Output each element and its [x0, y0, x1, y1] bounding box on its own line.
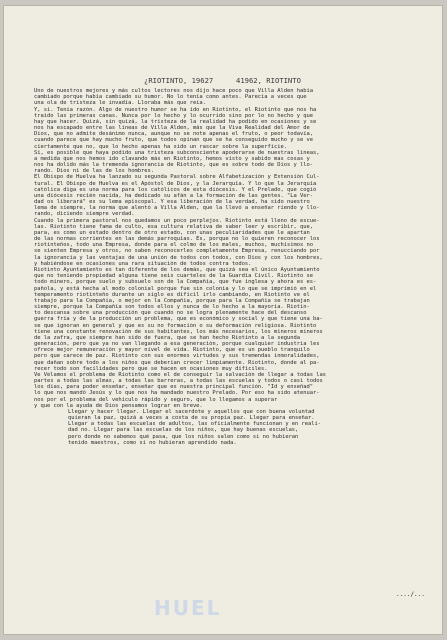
text-line: El Obispo de Huelva ha lanzado su segunda Pastoral sobre Alfabetización y Extensión Cul- — [34, 174, 320, 181]
text-line: a medida que nos hemos ido clavando más en Riotinto, hemos visto y sabido mas cosas y — [34, 155, 310, 162]
text-line: dad no. Llegar para las escuelas de los niños, que hay buenas escuelas, — [68, 427, 299, 434]
paragraph — [34, 88, 420, 174]
text-line: generación, pero que ya no van llegando a esa generación, porque cualquier industria les — [34, 341, 320, 348]
text-line: Llegar y hacer llegar. Llegar el sacerdote y aquellos que con buena voluntad — [68, 408, 315, 415]
text-line: riotinteños, todo una Empresa, donde para el colmo de los males, muchos, muchísimos no — [34, 242, 313, 249]
text-line: las. Riotinto tiene fama de culto, esa cultura relativa de saber leer y escribir, que, — [34, 223, 313, 230]
text-line: cambiado porque había cambiado su humor. No lo tenía como antes. Parecía a veces que — [34, 94, 307, 101]
text-line: to descansa sobre una producción que cuando no se logra plenamente hace del descanso — [34, 310, 307, 317]
paragraph — [34, 267, 420, 372]
text-line: siempre, porque la Compañía son todos ellos y nunca de lo hecho a la mayoría. Riotin- — [34, 304, 310, 311]
text-line: católica diga es una norma para los católicos de esta diócesis. Y el Prelado, que cogió — [34, 186, 317, 193]
text-line: trabajo para la Compañía, o mejor en la Compañía, porque para la Compañía se trabajan — [34, 297, 310, 304]
text-line: pero donde no sabemos qué pasa, que los niños salen como si no hubieran — [68, 433, 299, 440]
text-line: partes a todas las almas, a todas las barreras, a todas las escuelas y todos o casi todos — [34, 378, 323, 385]
page-header — [4, 76, 442, 88]
text-line: la ignorancia y las ventajas de una unión de todos con todos, con Dios y con los hombres, — [34, 254, 323, 261]
text-line: tural. El Obispo de Huelva es el Apóstol de Dios, y la Jerarquía. Y lo que la Jerarquía — [34, 180, 317, 187]
document-page — [4, 6, 442, 634]
text-line: rando. Dios ni de las de los hombres. — [34, 168, 155, 175]
text-line: nos por el problema del vehículo rápido y seguro, que lo llegamos a superar — [34, 396, 278, 403]
text-line: Uno de nuestros mejores y más cultos lectores nos dijo hace poco que Villa Alden había — [34, 88, 313, 94]
text-line: Llegar a todas las escuelas de adultos, las oficialmente funcionan y en reali- — [68, 421, 322, 428]
text-line: Cuando la primera pastoral nos quedamos un poco perplejos. Riotinto está lleno de escue- — [34, 217, 320, 224]
text-line: cuando parece que hay mucho fruto, que todos opinan que se ha conseguido mucho y se ve — [34, 137, 313, 144]
text-line: recer todo son facilidades pero que se hacen en ocasiones muy difíciles. — [34, 365, 268, 372]
text-line: Sí, es posible que haya podido una tristeza subconsciente apoderarse de nuestras líneas, — [34, 149, 320, 156]
header-right-text: 41962, RIOTINTO — [236, 76, 301, 85]
text-line: pero que carece de paz. Riotinto con sus enormes virtudes y sus tremendas inmoralidades, — [34, 353, 320, 360]
continued-mark: ..../... — [396, 591, 425, 598]
text-line: nos ha escapado entre las líneas de Villa Alden, más que la Viva Realidad del Amor de — [34, 125, 310, 132]
paragraph — [34, 174, 420, 217]
text-line: para, es como un estado dentro de otro estado, con unas peculiaridades que le apartan — [34, 229, 310, 236]
text-line: que no teniendo propiedad alguna tiene seis cuarteles de la Guardia Civil. Riotinto se — [34, 273, 313, 280]
text-line: se sienten Empresa y otros, no saben reconocerles completamente Empresa, renucciando por — [34, 248, 320, 255]
text-line: una ola de tristeza le invadía. Lloraba más que reía. — [34, 100, 206, 107]
header-left-text: ¿RIOTINTO, 19627 — [144, 76, 214, 85]
text-line: temperamento riotinteño durante un siglo es difícil irlo cambiando, en Riotinto ve el — [34, 291, 310, 298]
document-body — [34, 88, 420, 446]
text-line: y habiéndose en ocasiones una rara situación de todos contra todos. — [34, 260, 252, 267]
text-line: Dios, que no admite desánimo nunca, aunque no se note apenas el fruto, o peor todavía, — [34, 131, 313, 138]
text-line: tenido maestros, como si no hubieran aprendido nada. — [68, 439, 237, 446]
archive-stamp-watermark: HUEL — [154, 596, 222, 620]
text-line: y que con la ayuda de Dios pensamos lograr en breve. — [34, 402, 203, 409]
text-line: lema de siempre, la norma que alentó a Villa Alden, que la llevó a enseñar riendo y llo- — [34, 205, 320, 212]
text-line: dad os liberará" es su lema episcopal. Y esa liberación de la verdad, ha sido nuestro — [34, 199, 310, 206]
text-line: que dañan sobre todo a los niños que deberían crecer limpiamente. Riotinto, donde al pa- — [34, 359, 320, 366]
paragraph — [34, 218, 420, 267]
text-line: Riotinto Ayuntamiento es tan diferente de los demás, que quizá sea el único Ayuntamiento — [34, 266, 320, 273]
text-line: rando, diciendo siempre verdad. — [34, 211, 135, 218]
paragraph — [34, 409, 420, 446]
text-line: tiene una constante renovación de sus habitantes, los más necesarios, los mineros mineros — [34, 328, 323, 335]
text-line: todo minero, porque suelo y subsuelo son de la Compañía, que fue inglesa y ahora es es- — [34, 279, 317, 286]
text-line: Y, sí. Tenía razón. Algo de nuestro humor se ha ido en Riotinto, el Riotinto que nos ha — [34, 106, 317, 113]
text-line: guerra fría y de la producción un problema, que es económico y social y que tiene una ba- — [34, 316, 323, 323]
text-line: pañola, y está hecha al modo colonial porque fue sin colonia y lo que se imprimió en el — [34, 285, 317, 292]
text-line: hay que hacer. Quizá, sin quizá, la tristeza de la realidad ha podido en ocasiones y se — [34, 118, 317, 125]
paragraph — [34, 372, 420, 409]
text-line: se que ignoran en general y que es su no formación o su deformación religiosa. Riotinto — [34, 322, 317, 329]
text-line: traído las primeras canas. Nunca por lo hecho y lo ocurrido sino por lo no hecho y que — [34, 112, 313, 119]
text-line: ofrece mejor remuneración y mayor nivel de vida. Riotinto, que es un pueblo tranquilo — [34, 347, 310, 354]
text-line: los días, para poder enseñar, enseñar que es nuestra principal función. "Id y enseñad" — [34, 384, 313, 391]
text-line: de la zafra, que siempre han sido de fuera, que se han hecho Riotinto a la segunda — [34, 334, 300, 341]
text-line: Ve Velamos el problema de Riotinto como el de conseguir la salvación de llegar a todas las — [34, 371, 326, 378]
text-line: nos ha dolido más la tremenda ignorancia de Riotinto, que es sobre todo de Dios y llo- — [34, 162, 313, 169]
text-line: ciertamente que no, que lo hecho apenas ha sido un rascar sobre la superficie. — [34, 143, 288, 150]
text-line: lo que nos mandó Jesús y lo que nos ha mandado nuestro Prelado. Por eso ha sido atenuar- — [34, 390, 320, 397]
text-line: una diócesis recién nacida, ha dedicado su afán a la formación de las gentes. "La Ver- — [34, 192, 313, 199]
text-line: quieran la paz, quizá a veces a costa de su propia paz. Llegar para enseñar. — [68, 415, 315, 422]
text-line: de las normas corrientes en las demás parroquias. Es, porque no lo quieren reconocer los — [34, 236, 320, 243]
